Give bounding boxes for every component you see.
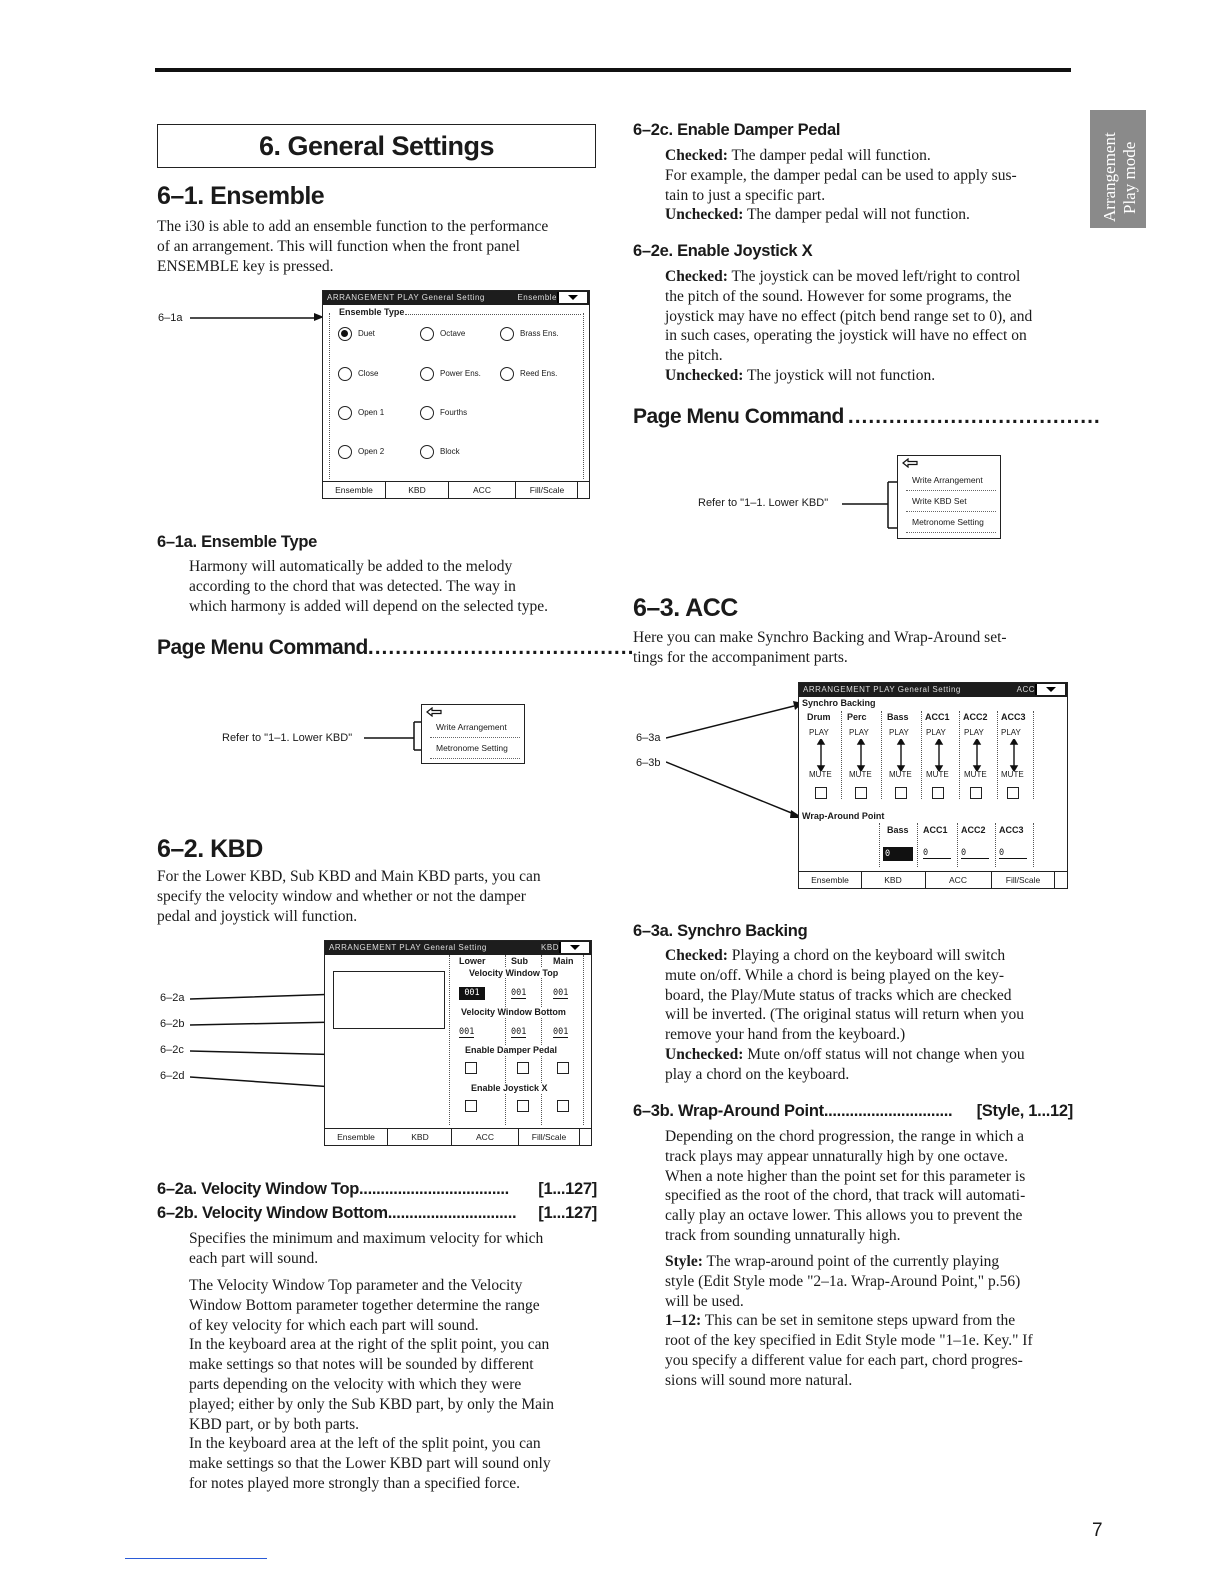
option-label: Octave (440, 329, 466, 338)
body-line: joystick may have no effect (pitch bend range set to 0), and (665, 307, 1033, 325)
body-text: Mute on/off status will not change when you (747, 1045, 1025, 1063)
body-line: Specifies the minimum and maximum velocity for which (189, 1230, 544, 1247)
menu-item-write-kbd-set[interactable]: Write KBD Set (906, 491, 996, 512)
body-line: For example, the damper pedal can be used to apply sus- (665, 166, 1017, 184)
body-line: of an arrangement. This will function when the front panel (157, 237, 520, 255)
screen-page-label: Ensemble (517, 293, 557, 302)
side-tab-line-2: Play mode (1120, 141, 1139, 214)
unchecked-label: Unchecked: (665, 366, 744, 384)
body-line: When a note higher than the point set for this parameter is (665, 1167, 1026, 1185)
body-text: The damper pedal will function. (731, 147, 931, 164)
callout-6-2a: 6–2a (160, 992, 185, 1004)
screen-page-label: KBD (541, 943, 559, 952)
page-select-dropdown[interactable] (559, 942, 589, 953)
body-line: the pitch of the sound. However for some programs, the (665, 287, 1012, 305)
wrap-around-body (665, 1127, 1025, 1246)
callout-6-2d: 6–2d (160, 1070, 185, 1082)
heading-6-2: 6–2. KBD (157, 835, 263, 863)
page-select-dropdown[interactable] (1035, 684, 1065, 695)
mute-label: MUTE (1001, 770, 1024, 779)
body-line: track plays may appear unnaturally high by one octave. (665, 1147, 1009, 1165)
body-line: specify the velocity window and whether or not the damper (157, 887, 526, 905)
vel-bot-main[interactable]: 001 (553, 1027, 569, 1037)
unchecked-label: Unchecked: (665, 206, 744, 224)
body-line: for notes played more strongly than a specified force. (189, 1474, 520, 1492)
option-label: Open 2 (358, 447, 385, 456)
damper-body (665, 146, 1017, 225)
radio-open-2[interactable] (338, 445, 352, 459)
body-line: which harmony is added will depend on the selected type. (189, 597, 548, 615)
joystick-main-checkbox[interactable] (557, 1100, 569, 1112)
wrap-track-acc1: ACC1 (923, 825, 948, 835)
ensemble-body (157, 217, 548, 276)
sync-drum-checkbox[interactable] (815, 787, 827, 799)
play-mute-arrow-icons (799, 739, 1039, 771)
wrap-acc2-value[interactable]: 0 (961, 848, 989, 859)
sync-perc-checkbox[interactable] (855, 787, 867, 799)
checked-label: Checked: (665, 147, 728, 164)
body-line: of key velocity for which each part will sound. (189, 1316, 479, 1334)
body-line: specified as the root of the chord, that track will automati- (665, 1187, 1026, 1205)
tab-ensemble[interactable]: Ensemble (325, 1129, 388, 1145)
screen-page-label: ACC (1016, 685, 1035, 694)
menu-item-write-arrangement[interactable]: Write Arrangement (430, 717, 520, 738)
radio-power-ens[interactable] (420, 367, 434, 381)
damper-main-checkbox[interactable] (557, 1062, 569, 1074)
heading-6-2e: 6–2e. Enable Joystick X (633, 242, 813, 260)
page-menu-title: Page Menu Command (633, 405, 844, 428)
joystick-label: Enable Joystick X (471, 1083, 548, 1093)
play-label: PLAY (1001, 728, 1021, 737)
body-line: will be used. (665, 1292, 744, 1310)
bracket-line (364, 716, 424, 756)
screen-title: ARRANGEMENT PLAY General Setting (803, 685, 961, 694)
body-line: Harmony will automatically be added to the melody (189, 558, 513, 575)
vel-top-sub[interactable]: 001 (511, 988, 527, 998)
body-line: play a chord on the keyboard. (665, 1065, 850, 1083)
velocity-body-2 (189, 1276, 554, 1494)
velocity-bottom-label: Velocity Window Bottom (461, 1007, 566, 1017)
body-line: cally play an octave lower. This allows you to prevent the (665, 1207, 1023, 1225)
track-acc1: ACC1 (925, 712, 950, 722)
synchro-body (665, 946, 1025, 1085)
tab-fill-scale[interactable]: Fill/Scale (991, 872, 1055, 888)
heading-6-3a: 6–3a. Synchro Backing (633, 922, 808, 940)
body-line: root of the key specified in Edit Style mode "1–1e. Key." If (665, 1332, 1033, 1350)
param-range: [1...127] (538, 1180, 597, 1198)
param-title: 6–3b. Wrap-Around Point (633, 1102, 824, 1120)
body-line: in such cases, operating the joystick will have no effect on (665, 327, 1027, 345)
radio-fourths[interactable] (420, 406, 434, 420)
vel-bot-sub[interactable]: 001 (511, 1027, 527, 1037)
callout-6-1a: 6–1a (158, 312, 183, 324)
body-line: In the keyboard area at the left of the split point, you can (189, 1435, 541, 1453)
body-line: sions will sound more natural. (665, 1371, 853, 1389)
body-line: parts depending on the velocity with which they were (189, 1375, 522, 1393)
body-line: KBD part, or by both parts. (189, 1415, 360, 1433)
tab-fill-scale[interactable]: Fill/Scale (519, 1129, 580, 1145)
radio-block[interactable] (420, 445, 434, 459)
menu-arrow-icon (426, 707, 442, 717)
wrap-acc1-value[interactable]: 0 (923, 848, 951, 859)
radio-octave[interactable] (420, 327, 434, 341)
body-line: ENSEMBLE key is pressed. (157, 257, 334, 275)
col-header-main: Main (553, 956, 574, 966)
body-line: mute on/off. While a chord is being played on the key- (665, 966, 1005, 984)
ensemble-screen (322, 290, 590, 499)
body-text: Playing a chord on the keyboard will switch (731, 947, 1006, 964)
screen-title: ARRANGEMENT PLAY General Setting (329, 943, 487, 952)
checked-label: Checked: (665, 268, 728, 285)
play-label: PLAY (926, 728, 946, 737)
body-line: track from sounding unnaturally high. (665, 1226, 901, 1244)
body-text: The joystick will not function. (746, 366, 936, 384)
col-header-sub: Sub (511, 956, 528, 966)
tab-row (799, 871, 1067, 888)
track-drum: Drum (807, 712, 831, 722)
callout-arrow (190, 310, 330, 324)
param-range: [1...127] (538, 1204, 597, 1222)
body-text: This can be set in semitone steps upward from the (704, 1312, 1016, 1330)
body-line: make settings so that notes will be sounded by different (189, 1356, 534, 1374)
sync-acc2-checkbox[interactable] (970, 787, 982, 799)
heading-6-2c: 6–2c. Enable Damper Pedal (633, 121, 841, 139)
col-header-lower: Lower (459, 956, 486, 966)
radio-close[interactable] (338, 367, 352, 381)
heading-6-1a: 6–1a. Ensemble Type (157, 533, 317, 551)
play-label: PLAY (849, 728, 869, 737)
tab-ensemble[interactable]: Ensemble (335, 485, 373, 495)
radio-reed-ens[interactable] (500, 367, 514, 381)
section-title-box (157, 124, 596, 168)
acc-callout-arrows (666, 698, 812, 824)
body-text: The wrap-around point of the currently playing (706, 1253, 1000, 1270)
ensemble-type-label: Ensemble Type (339, 307, 405, 317)
damper-lower-checkbox[interactable] (465, 1062, 477, 1074)
unchecked-label: Unchecked: (665, 1045, 744, 1063)
body-text: The damper pedal will not function. (746, 206, 970, 224)
wrap-track-acc2: ACC2 (961, 825, 986, 835)
page-menu-popup-2 (897, 455, 1001, 539)
style-body (665, 1252, 1033, 1391)
param-heading-6-2b (157, 1204, 597, 1223)
section-title: 6. General Settings (258, 131, 495, 161)
page-number: 7 (1092, 1520, 1103, 1541)
radio-brass-ens[interactable] (500, 327, 514, 341)
tab-acc[interactable]: ACC (451, 1129, 519, 1145)
option-label: Fourths (440, 408, 468, 417)
kbd-body (157, 867, 541, 926)
tab-fill-scale[interactable]: Fill/Scale (517, 482, 578, 498)
body-line: Depending on the chord progression, the range in which a (665, 1128, 1024, 1145)
callout-6-2b: 6–2b (160, 1018, 185, 1030)
callout-6-3a: 6–3a (636, 732, 661, 744)
body-line: tain to just a specific part. (665, 186, 826, 204)
param-range: [Style, 1...12] (976, 1102, 1073, 1120)
screen-title: ARRANGEMENT PLAY General Setting (327, 293, 485, 302)
track-bass: Bass (887, 712, 909, 722)
tab-acc[interactable]: ACC (449, 482, 516, 498)
tab-ensemble[interactable]: Ensemble (799, 872, 862, 888)
page-menu-heading-1 (157, 636, 634, 660)
side-tab (1090, 110, 1146, 228)
sync-acc3-checkbox[interactable] (1007, 787, 1019, 799)
callout-6-2c: 6–2c (160, 1044, 184, 1056)
body-line: Here you can make Synchro Backing and Wrap-Around set- (633, 629, 1007, 646)
mute-label: MUTE (809, 770, 832, 779)
synchro-backing-label: Synchro Backing (802, 698, 876, 708)
menu-item-metronome-setting[interactable]: Metronome Setting (906, 512, 996, 533)
joystick-lower-checkbox[interactable] (465, 1100, 477, 1112)
body-line: board, the Play/Mute status of tracks which are checked (665, 986, 1012, 1004)
refer-note: Refer to "1–1. Lower KBD" (222, 732, 353, 744)
play-label: PLAY (809, 728, 829, 737)
body-line: remove your hand from the keyboard.) (665, 1026, 906, 1044)
wrap-bass-value[interactable]: 0 (883, 847, 913, 861)
menu-item-write-arrangement[interactable]: Write Arrangement (906, 470, 996, 491)
option-label: Power Ens. (440, 369, 481, 378)
mute-label: MUTE (889, 770, 912, 779)
vel-top-main[interactable]: 001 (553, 988, 569, 998)
body-line: The Velocity Window Top parameter and the Velocity (189, 1277, 523, 1294)
style-label: Style: (665, 1253, 703, 1270)
wrap-around-label: Wrap-Around Point (802, 811, 885, 821)
wrap-track-bass: Bass (887, 825, 909, 835)
refer-note: Refer to "1–1. Lower KBD" (698, 497, 829, 509)
body-line: the pitch. (665, 347, 723, 365)
play-label: PLAY (889, 728, 909, 737)
joystick-sub-checkbox[interactable] (517, 1100, 529, 1112)
split-keyboard-box (333, 971, 445, 1029)
page-menu-popup-1 (421, 704, 525, 764)
radio-duet[interactable] (338, 327, 352, 341)
page-menu-title: Page Menu Command (157, 636, 368, 659)
damper-sub-checkbox[interactable] (517, 1062, 529, 1074)
footer-rule (125, 1558, 267, 1559)
param-title: 6–2b. Velocity Window Bottom (157, 1204, 388, 1222)
body-line: For the Lower KBD, Sub KBD and Main KBD parts, you can (157, 868, 541, 885)
body-line: played; either by only the Sub KBD part, by only the Main (189, 1395, 555, 1413)
param-title: 6–2a. Velocity Window Top (157, 1180, 360, 1198)
body-text: The joystick can be moved left/right to control (731, 268, 1021, 285)
wrap-track-acc3: ACC3 (999, 825, 1024, 835)
track-acc3: ACC3 (1001, 712, 1026, 722)
acc-screen (798, 682, 1068, 889)
body-line: you specify a different value for each part, chord progres- (665, 1351, 1023, 1369)
screen-title-bar (323, 291, 589, 305)
leader-dots: ..................................... (847, 405, 1101, 428)
body-line: The i30 is able to add an ensemble function to the performance (157, 218, 549, 235)
tab-kbd[interactable]: KBD (385, 482, 449, 498)
leader-dots: .............................. (823, 1102, 953, 1120)
option-label: Open 1 (358, 408, 385, 417)
body-line: each part will sound. (189, 1249, 319, 1267)
radio-open-1[interactable] (338, 406, 352, 420)
mute-label: MUTE (849, 770, 872, 779)
wrap-acc3-value[interactable]: 0 (999, 848, 1027, 859)
heading-6-1: 6–1. Ensemble (157, 182, 325, 210)
body-line: according to the chord that was detected. The way in (189, 577, 516, 595)
mute-label: MUTE (964, 770, 987, 779)
param-heading-6-3b (633, 1102, 1073, 1121)
page-menu-heading-2 (633, 405, 1101, 429)
page-select-dropdown[interactable] (557, 292, 587, 303)
side-tab-line-1: Arrangement (1100, 132, 1119, 222)
tab-acc[interactable]: ACC (949, 875, 967, 885)
tab-row (323, 481, 589, 498)
body-line: style (Edit Style mode "2–1a. Wrap-Around Point," p.56) (665, 1272, 1021, 1290)
callout-6-3b: 6–3b (636, 757, 661, 769)
acc-body (633, 628, 1007, 668)
tab-kbd[interactable]: KBD (861, 872, 926, 888)
tab-row (325, 1128, 591, 1145)
body-line: make settings so that the Lower KBD part will sound only (189, 1455, 551, 1473)
param-heading-6-2a (157, 1180, 597, 1199)
menu-item-metronome-setting[interactable]: Metronome Setting (430, 738, 520, 759)
option-label: Duet (358, 329, 375, 338)
body-line: tings for the accompaniment parts. (633, 648, 848, 666)
sync-bass-checkbox[interactable] (895, 787, 907, 799)
ensemble-type-body (189, 557, 548, 616)
body-line: pedal and joystick will function. (157, 907, 358, 925)
menu-arrow-icon (902, 458, 918, 468)
leader-dots: .............................. (387, 1204, 517, 1222)
vel-top-lower[interactable]: 001 (459, 987, 485, 1000)
kbd-screen (324, 940, 592, 1146)
option-label: Block (440, 447, 460, 456)
body-line: Window Bottom parameter together determine the range (189, 1296, 540, 1314)
body-line: In the keyboard area at the right of the split point, you can (189, 1336, 550, 1354)
leader-dots: ................................... (359, 1180, 509, 1198)
option-label: Reed Ens. (520, 369, 558, 378)
range-label: 1–12: (665, 1312, 702, 1330)
track-perc: Perc (847, 712, 867, 722)
tab-kbd[interactable]: KBD (411, 1132, 429, 1142)
vel-bot-lower[interactable]: 001 (459, 1027, 475, 1037)
velocity-top-label: Velocity Window Top (469, 968, 559, 978)
damper-label: Enable Damper Pedal (465, 1045, 558, 1055)
screen-title-bar (799, 683, 1067, 697)
leader-dots: ....................................... (367, 636, 635, 659)
body-line: will be inverted. (The original status will return when you (665, 1006, 1024, 1024)
sync-acc1-checkbox[interactable] (932, 787, 944, 799)
play-label: PLAY (964, 728, 984, 737)
screen-title-bar (325, 941, 591, 955)
mute-label: MUTE (926, 770, 949, 779)
checked-label: Checked: (665, 947, 728, 964)
velocity-body-1 (189, 1229, 543, 1269)
heading-6-3: 6–3. ACC (633, 594, 738, 622)
track-acc2: ACC2 (963, 712, 988, 722)
joystick-body (665, 267, 1032, 386)
option-label: Close (358, 369, 379, 378)
top-rule (155, 68, 1071, 72)
option-label: Brass Ens. (520, 329, 559, 338)
